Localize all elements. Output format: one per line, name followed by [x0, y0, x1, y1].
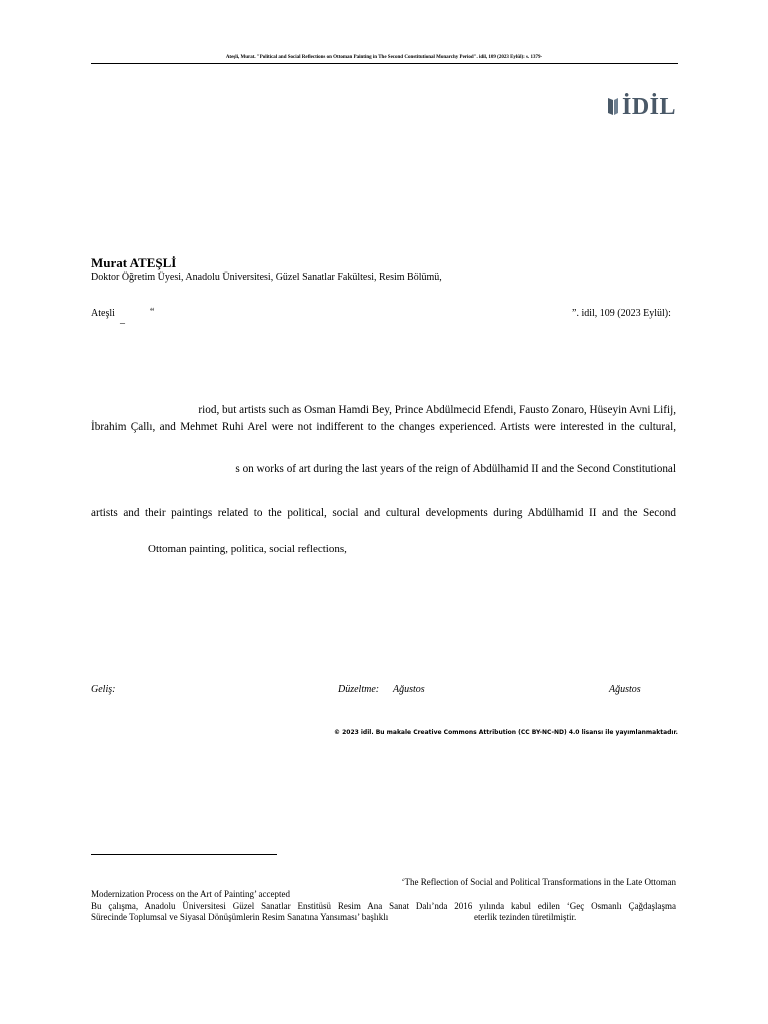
received-label: Geliş:	[91, 684, 116, 695]
license-note: © 2023 idil. Bu makale Creative Commons Attribution (CC BY-NC-ND) 4.0 lisansı ile yayımlanmaktadır.	[334, 729, 678, 736]
abstract-line-1: riod, but artists such as Osman Hamdi Bey, Prince Abdülmecid Efendi, Fausto Zonaro, Hüseyin Avni Lifij,	[198, 404, 676, 416]
keywords: Ottoman painting, politica, social reflections,	[148, 543, 347, 555]
journal-logo	[607, 96, 676, 118]
abstract-line-4: artists and their paintings related to the political, social and cultural developments during Abdülhamid II and the Second	[91, 507, 676, 519]
citation-author: Ateşli	[91, 308, 115, 319]
footnote-line-4-left: Sürecinde Toplumsal ve Siyasal Dönüşümlerin Resim Sanatına Yansıması’ başlıklı	[91, 912, 389, 922]
footnote-line-4-right: eterlik tezinden türetilmiştir.	[474, 912, 577, 922]
revised-label: Düzeltme:	[338, 684, 380, 695]
abstract-line-3: s on works of art during the last years of the reign of Abdülhamid II and the Second Constitutional	[235, 463, 676, 475]
header-rule	[91, 63, 678, 64]
footnote-rule	[91, 854, 277, 855]
accepted-month: Ağustos	[609, 684, 641, 695]
footnote-line-2: Modernization Process on the Art of Painting’ accepted	[91, 889, 291, 899]
citation-dash: –	[120, 318, 125, 329]
citation-open-quote: “	[150, 307, 155, 318]
citation-source: ”. idil, 109 (2023 Eylül):	[572, 308, 671, 319]
footnote-line-1: ‘The Reflection of Social and Political Transformations in the Late Ottoman	[401, 877, 676, 887]
author-affiliation: Doktor Öğretim Üyesi, Anadolu Üniversitesi, Güzel Sanatlar Fakültesi, Resim Bölümü,	[91, 272, 442, 283]
abstract-line-2: İbrahim Çallı, and Mehmet Ruhi Arel were not indifferent to the changes experienced. Artists were interested in the cultural,	[91, 421, 676, 433]
revised-month: Ağustos	[393, 684, 425, 695]
running-header: Ateşli, Murat. "Political and Social Reflections on Ottoman Painting in The Second Constitutional Monarchy Period". idil, 109 (2023 Eylül): s. 1379-	[225, 55, 543, 60]
book-icon	[607, 96, 619, 116]
logo-text: İDİL	[622, 94, 677, 120]
author-name: Murat ATEŞLİ	[91, 255, 177, 270]
footnote-line-3: Bu çalışma, Anadolu Üniversitesi Güzel Sanatlar Enstitüsü Resim Ana Sanat Dalı’nda 2016 yılında kabul edilen ‘Geç Osmanlı Çağdaşlaşma	[91, 901, 676, 911]
